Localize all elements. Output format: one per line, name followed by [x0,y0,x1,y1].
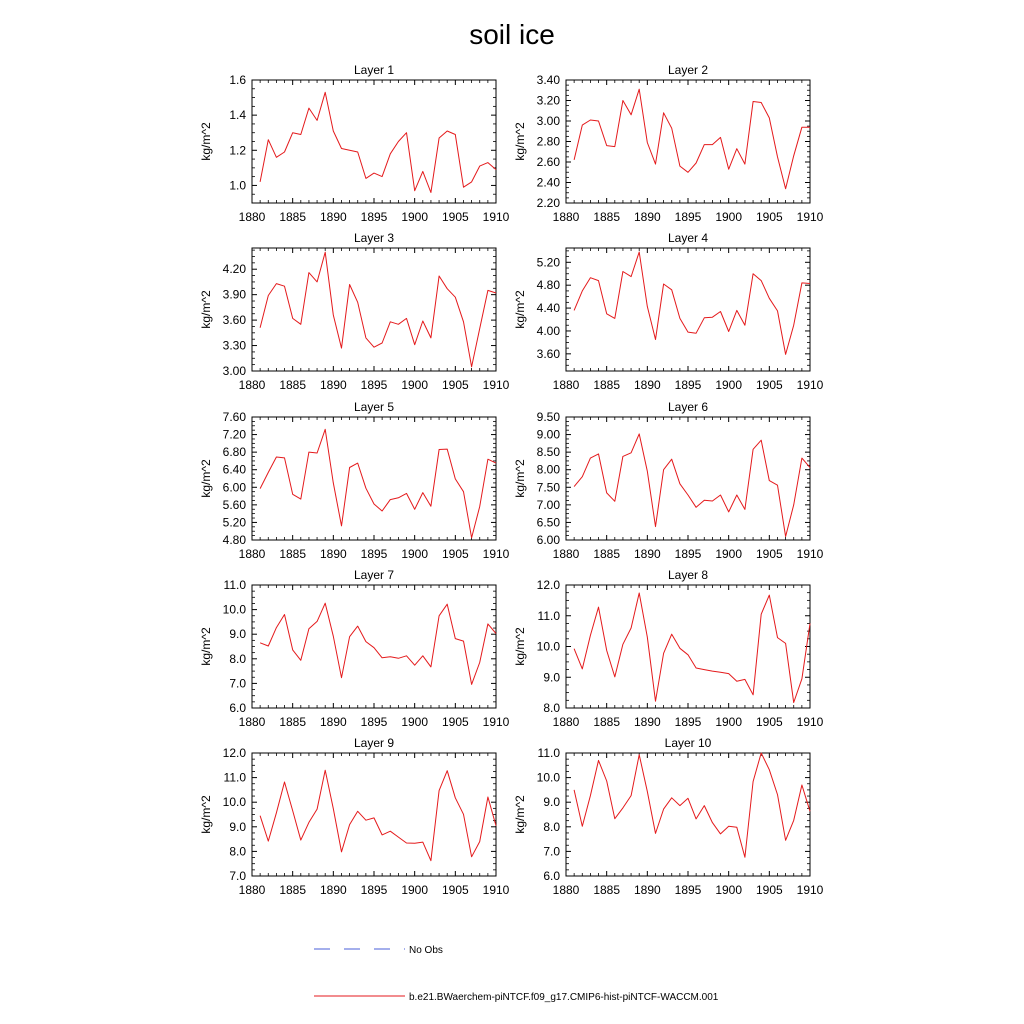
x-tick-label: 1905 [441,715,469,729]
x-tick-label: 1890 [319,883,347,897]
panel-layer-7 [199,568,510,729]
y-axis-label: kg/m^2 [513,290,527,329]
y-tick-label: 3.00 [222,364,246,378]
legend-model-label: b.e21.BWaerchem-piNTCF.f09_g17.CMIP6-hist-piNTCF-WACCM.001 [409,992,719,1003]
x-tick-label: 1905 [441,883,469,897]
x-tick-label: 1910 [482,210,510,224]
plot-frame [566,417,810,540]
y-tick-label: 3.30 [222,338,246,353]
x-tick-label: 1880 [238,547,266,561]
y-tick-label: 6.80 [222,445,246,460]
x-tick-label: 1905 [755,547,783,561]
y-tick-label: 2.20 [536,196,560,210]
y-tick-label: 7.00 [536,497,560,512]
y-tick-label: 5.60 [222,497,246,512]
x-tick-label: 1885 [279,715,307,729]
y-tick-label: 7.60 [222,410,246,424]
y-axis-label: kg/m^2 [199,290,213,329]
x-tick-label: 1890 [633,378,661,392]
x-tick-label: 1910 [482,883,510,897]
y-tick-label: 6.40 [222,462,246,477]
y-tick-label: 10.0 [222,795,246,810]
y-tick-label: 8.0 [229,651,246,666]
x-tick-label: 1885 [593,378,621,392]
x-tick-label: 1895 [360,378,388,392]
y-tick-label: 1.2 [229,143,246,158]
x-tick-label: 1895 [674,547,702,561]
y-tick-label: 11.0 [537,746,560,760]
x-tick-label: 1895 [360,715,388,729]
y-tick-label: 9.0 [543,670,560,685]
x-tick-label: 1910 [796,883,824,897]
x-tick-label: 1895 [360,883,388,897]
y-tick-label: 8.50 [536,445,560,460]
x-tick-label: 1900 [401,883,429,897]
x-tick-label: 1885 [593,210,621,224]
x-tick-label: 1880 [552,210,580,224]
x-tick-label: 1895 [360,547,388,561]
series-line [260,429,496,538]
y-tick-label: 12.0 [222,746,246,760]
y-tick-label: 10.0 [536,639,560,654]
panel-title: Layer 1 [353,63,395,77]
x-tick-label: 1880 [552,715,580,729]
plot-frame [566,248,810,371]
y-tick-label: 2.80 [536,134,560,149]
y-tick-label: 9.0 [229,819,246,834]
x-tick-label: 1905 [441,210,469,224]
y-tick-label: 9.0 [229,627,246,642]
y-tick-label: 8.0 [229,844,246,859]
x-tick-label: 1900 [401,547,429,561]
x-tick-label: 1885 [593,715,621,729]
y-tick-label: 6.0 [543,869,560,883]
plot-frame [566,80,810,203]
y-tick-label: 1.4 [229,108,246,123]
x-tick-label: 1890 [319,547,347,561]
x-tick-label: 1900 [401,715,429,729]
x-tick-label: 1880 [238,883,266,897]
x-tick-label: 1910 [482,378,510,392]
panels-group [199,63,824,897]
x-tick-label: 1900 [715,378,743,392]
y-tick-label: 3.60 [222,313,246,328]
series-line [260,92,496,192]
panel-title: Layer 7 [353,568,395,582]
panel-title: Layer 4 [667,231,709,245]
x-tick-label: 1900 [715,210,743,224]
x-tick-label: 1885 [279,547,307,561]
x-tick-label: 1890 [319,210,347,224]
panel-title: Layer 6 [667,400,709,414]
y-tick-label: 8.0 [543,819,560,834]
y-axis-label: kg/m^2 [199,122,213,161]
panel-title: Layer 5 [353,400,395,414]
x-tick-label: 1880 [238,378,266,392]
y-tick-label: 6.0 [229,701,246,715]
y-tick-label: 7.20 [222,427,246,442]
series-line [260,770,496,861]
x-tick-label: 1890 [633,210,661,224]
x-tick-label: 1895 [674,883,702,897]
x-tick-label: 1885 [593,547,621,561]
panel-layer-4 [513,231,824,392]
y-axis-label: kg/m^2 [513,795,527,834]
y-tick-label: 12.0 [536,578,560,592]
figure-title: soil ice [469,19,555,50]
series-line [574,593,810,703]
x-tick-label: 1900 [715,883,743,897]
y-tick-label: 4.20 [222,262,246,277]
y-tick-label: 2.60 [536,155,560,169]
panel-title: Layer 9 [353,736,395,750]
panel-title: Layer 2 [667,63,709,77]
panel-layer-5 [199,400,510,561]
y-tick-label: 9.50 [536,410,560,424]
panel-layer-1 [199,63,510,224]
x-tick-label: 1890 [633,883,661,897]
series-line [260,603,496,684]
y-tick-label: 3.00 [536,114,560,128]
plot-frame [252,585,496,708]
x-tick-label: 1905 [441,378,469,392]
y-tick-label: 7.0 [229,676,246,691]
x-tick-label: 1895 [674,210,702,224]
y-tick-label: 7.50 [536,480,560,495]
y-tick-label: 4.00 [536,323,560,338]
y-tick-label: 3.20 [536,93,560,108]
x-tick-label: 1880 [238,715,266,729]
x-tick-label: 1885 [279,210,307,224]
x-tick-label: 1905 [441,547,469,561]
y-tick-label: 1.6 [229,73,246,87]
x-tick-label: 1900 [715,547,743,561]
x-tick-label: 1910 [796,547,824,561]
y-tick-label: 4.80 [222,533,246,547]
panel-layer-3 [199,231,510,392]
x-tick-label: 1885 [593,883,621,897]
x-tick-label: 1885 [279,378,307,392]
x-tick-label: 1910 [796,210,824,224]
series-line [574,89,810,189]
y-axis-label: kg/m^2 [199,627,213,666]
plot-frame [252,417,496,540]
y-axis-label: kg/m^2 [199,795,213,834]
x-tick-label: 1880 [238,210,266,224]
x-tick-label: 1910 [482,715,510,729]
y-tick-label: 5.20 [536,255,560,270]
y-tick-label: 8.0 [543,701,560,715]
y-tick-label: 3.60 [536,346,560,361]
x-tick-label: 1895 [674,715,702,729]
x-tick-label: 1885 [279,883,307,897]
y-tick-label: 10.0 [222,602,246,617]
x-tick-label: 1880 [552,378,580,392]
y-tick-label: 11.0 [537,608,560,623]
x-tick-label: 1910 [796,378,824,392]
y-tick-label: 6.50 [536,515,560,530]
x-tick-label: 1900 [401,210,429,224]
y-tick-label: 10.0 [536,770,560,785]
panel-title: Layer 10 [664,736,712,750]
y-tick-label: 2.40 [536,175,560,190]
y-tick-label: 3.90 [222,287,246,302]
y-tick-label: 8.00 [536,462,560,477]
x-tick-label: 1890 [319,715,347,729]
x-tick-label: 1905 [755,210,783,224]
x-tick-label: 1905 [755,883,783,897]
x-tick-label: 1890 [319,378,347,392]
panel-layer-2 [513,63,824,224]
panel-title: Layer 8 [667,568,709,582]
y-tick-label: 9.00 [536,427,560,442]
legend-obs-label: No Obs [409,945,443,956]
x-tick-label: 1880 [552,883,580,897]
x-tick-label: 1910 [796,715,824,729]
y-tick-label: 6.00 [222,480,246,495]
x-tick-label: 1900 [401,378,429,392]
x-tick-label: 1895 [674,378,702,392]
panel-layer-10 [513,736,824,897]
y-axis-label: kg/m^2 [513,122,527,161]
y-tick-label: 4.40 [536,301,560,316]
series-line [574,434,810,537]
y-axis-label: kg/m^2 [513,627,527,666]
plot-frame [252,753,496,876]
x-tick-label: 1895 [360,210,388,224]
x-tick-label: 1905 [755,378,783,392]
series-line [260,252,496,367]
panel-layer-9 [199,736,510,897]
plot-frame [566,585,810,708]
y-tick-label: 3.40 [536,73,560,87]
series-line [574,753,810,857]
y-tick-label: 4.80 [536,278,560,293]
x-tick-label: 1890 [633,547,661,561]
panel-title: Layer 3 [353,231,395,245]
x-tick-label: 1890 [633,715,661,729]
y-tick-label: 6.00 [536,533,560,547]
y-tick-label: 7.0 [543,844,560,859]
y-tick-label: 5.20 [222,515,246,530]
y-tick-label: 9.0 [543,795,560,810]
x-tick-label: 1910 [482,547,510,561]
panel-layer-8 [513,568,824,729]
x-tick-label: 1905 [755,715,783,729]
series-line [574,252,810,354]
y-tick-label: 1.0 [229,178,246,193]
y-tick-label: 7.0 [229,869,246,883]
x-tick-label: 1900 [715,715,743,729]
y-tick-label: 11.0 [223,770,246,785]
y-axis-label: kg/m^2 [199,459,213,498]
panel-layer-6 [513,400,824,561]
x-tick-label: 1880 [552,547,580,561]
legend [314,945,719,1003]
y-axis-label: kg/m^2 [513,459,527,498]
y-tick-label: 11.0 [223,578,246,592]
